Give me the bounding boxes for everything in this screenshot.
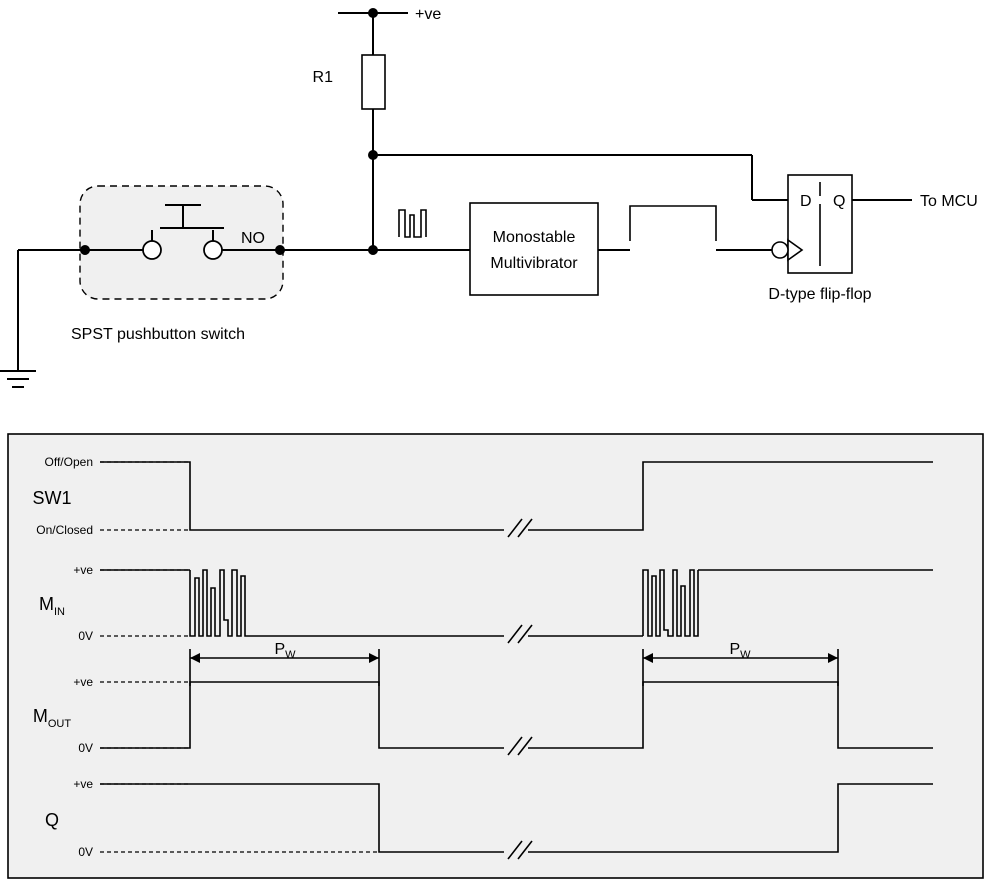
ff-caption: D-type flip-flop bbox=[768, 286, 872, 303]
q-high-label: +ve bbox=[73, 777, 93, 791]
resistor-label: R1 bbox=[312, 69, 333, 86]
mout-trace-label: $M_{OUT}$ bbox=[32, 706, 72, 730]
bounce-pulse-icon bbox=[399, 210, 426, 237]
inverting-bubble-icon bbox=[772, 242, 788, 258]
node-dot-icon bbox=[275, 245, 285, 255]
supply-rail bbox=[338, 8, 408, 55]
switch-no-label: NO bbox=[241, 230, 265, 247]
min-low-label: 0V bbox=[78, 629, 93, 643]
q-low-label: 0V bbox=[78, 845, 93, 859]
sw1-trace-label: SW1 bbox=[32, 488, 72, 508]
output-label: To MCU bbox=[920, 193, 978, 210]
sw1-high-label: Off/Open bbox=[44, 455, 93, 469]
monostable-label-line2: Multivibrator bbox=[490, 255, 578, 272]
monostable-block bbox=[470, 203, 598, 295]
switch-caption: SPST pushbutton switch bbox=[71, 326, 246, 343]
ground-icon bbox=[0, 250, 36, 387]
ff-d-label: D bbox=[800, 193, 812, 210]
d-flipflop bbox=[752, 175, 912, 273]
min-trace-label: $M_{IN}$ bbox=[39, 594, 65, 618]
node-dot-icon bbox=[80, 245, 90, 255]
timing-panel bbox=[8, 434, 983, 878]
q-trace-label: Q bbox=[44, 810, 60, 830]
ff-q-label: Q bbox=[833, 193, 846, 210]
monostable-output-wire bbox=[598, 206, 776, 250]
pw-label-1: $P_W$ bbox=[274, 641, 296, 661]
resistor-r1 bbox=[362, 55, 385, 155]
supply-label: +ve bbox=[415, 6, 442, 23]
mout-low-label: 0V bbox=[78, 741, 93, 755]
min-high-label: +ve bbox=[73, 563, 93, 577]
sw1-low-label: On/Closed bbox=[36, 523, 93, 537]
mout-high-label: +ve bbox=[73, 675, 93, 689]
pw-label-2: $P_W$ bbox=[729, 641, 751, 661]
monostable-label-line1: Monostable bbox=[492, 229, 576, 246]
